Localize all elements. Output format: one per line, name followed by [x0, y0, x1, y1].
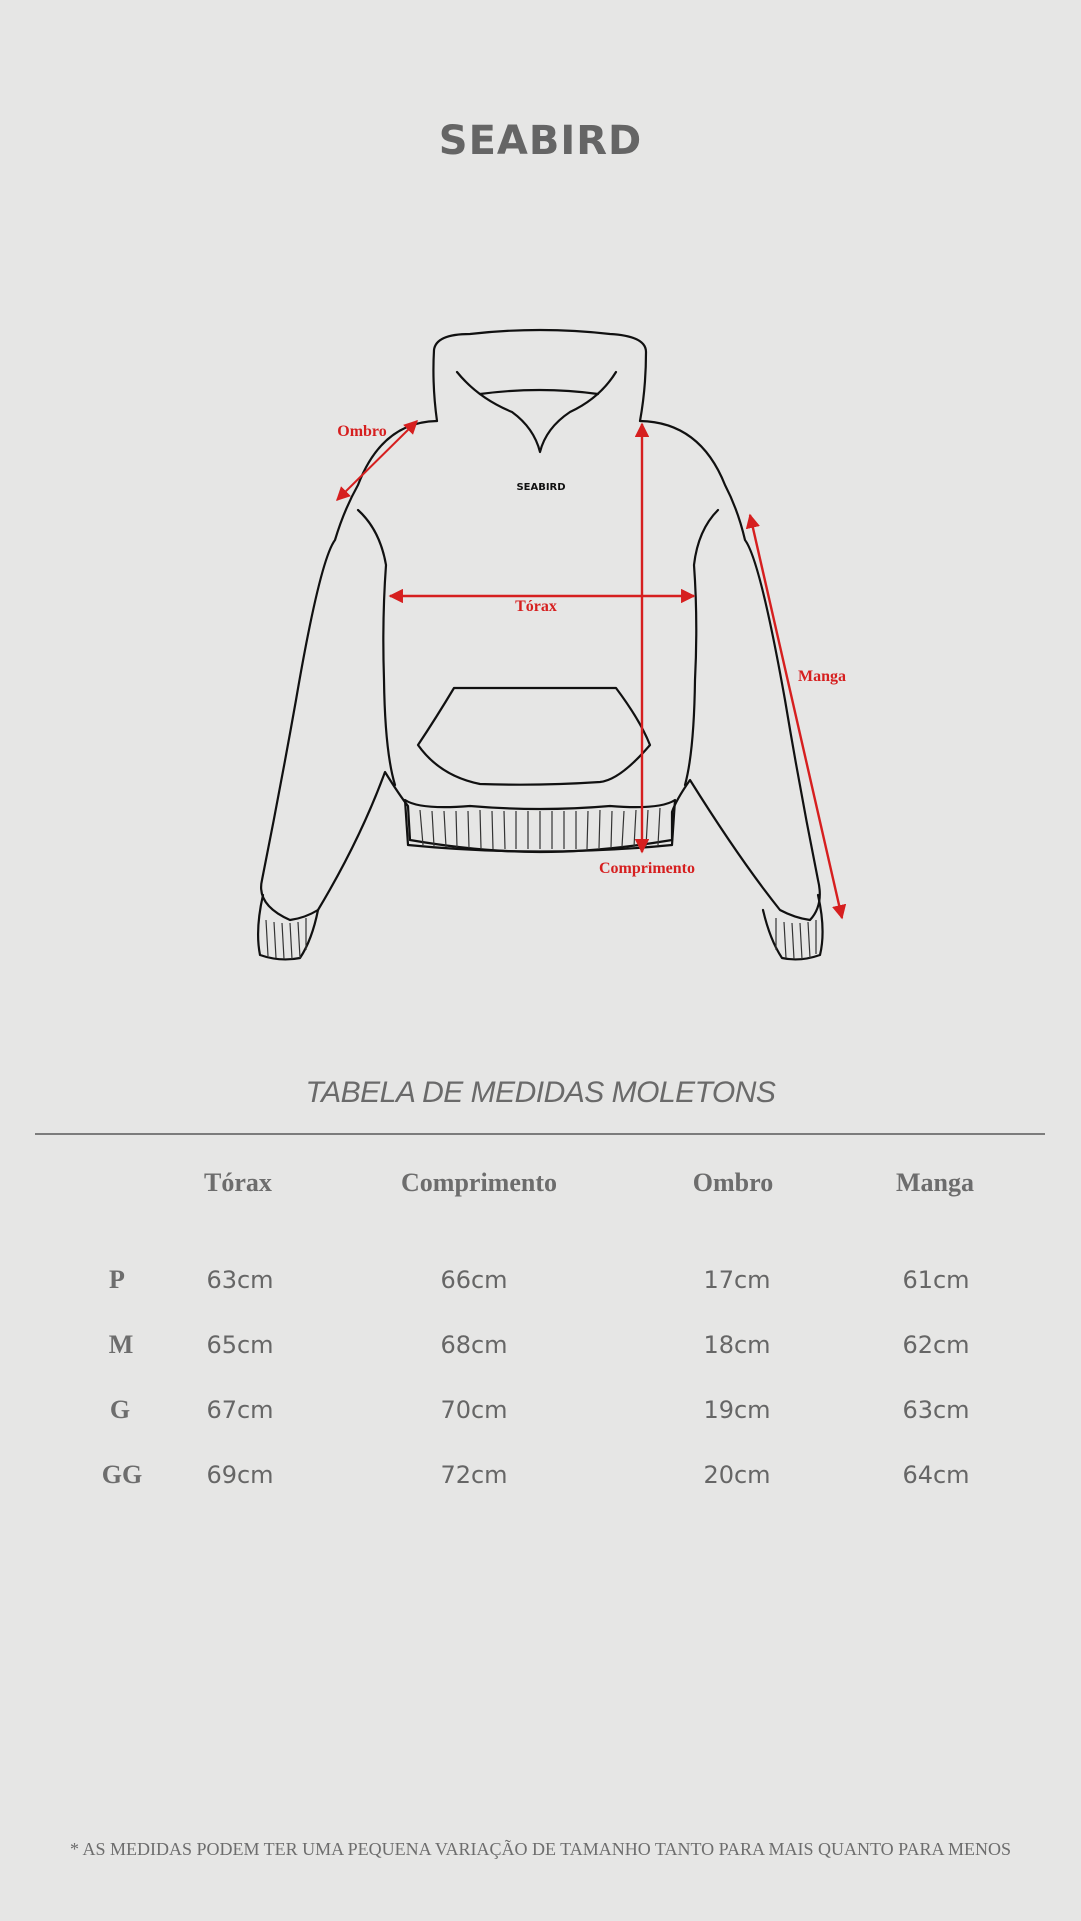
hood-inner	[457, 372, 616, 452]
comprimento-label: Comprimento	[599, 860, 695, 877]
header-manga: Manga	[896, 1168, 974, 1197]
table-cell: 20cm	[703, 1461, 771, 1489]
header-ombro: Ombro	[692, 1168, 774, 1197]
size-label: GG	[101, 1460, 143, 1489]
manga-label: Manga	[798, 668, 846, 685]
table-cell: 19cm	[703, 1396, 771, 1424]
measurement-disclaimer: * AS MEDIDAS PODEM TER UMA PEQUENA VARIAÇÃO DE TAMANHO TANTO PARA MAIS QUANTO PARA MENOS	[69, 1839, 1012, 1859]
size-label: G	[109, 1395, 131, 1424]
table-cell: 63cm	[206, 1266, 274, 1294]
table-cell: 68cm	[440, 1331, 508, 1359]
header-comprimento: Comprimento	[401, 1168, 557, 1197]
hood-rim	[480, 390, 598, 394]
table-cell: 63cm	[902, 1396, 970, 1424]
right-seam	[685, 510, 718, 785]
kangaroo-pocket	[418, 688, 650, 785]
table-cell: 66cm	[440, 1266, 508, 1294]
hoodie-diagram	[0, 300, 1081, 980]
table-cell: 17cm	[703, 1266, 771, 1294]
table-cell: 72cm	[440, 1461, 508, 1489]
ombro-label: Ombro	[337, 423, 387, 440]
left-seam	[358, 510, 395, 785]
brand-title: SEABIRD	[438, 118, 643, 164]
manga-arrow	[750, 515, 842, 918]
table-cell: 62cm	[902, 1331, 970, 1359]
table-cell: 69cm	[206, 1461, 274, 1489]
table-cell: 64cm	[902, 1461, 970, 1489]
table-cell: 61cm	[902, 1266, 970, 1294]
table-cell: 67cm	[206, 1396, 274, 1424]
size-label: M	[108, 1330, 134, 1359]
torax-label: Tórax	[515, 598, 557, 615]
table-cell: 18cm	[703, 1331, 771, 1359]
header-torax: Tórax	[204, 1168, 272, 1197]
size-label: P	[109, 1265, 125, 1294]
title-divider	[35, 1133, 1045, 1135]
table-cell: 70cm	[440, 1396, 508, 1424]
size-table-title: TABELA DE MEDIDAS MOLETONS	[305, 1076, 776, 1109]
chest-logo: SEABIRD	[516, 482, 566, 493]
table-cell: 65cm	[206, 1331, 274, 1359]
